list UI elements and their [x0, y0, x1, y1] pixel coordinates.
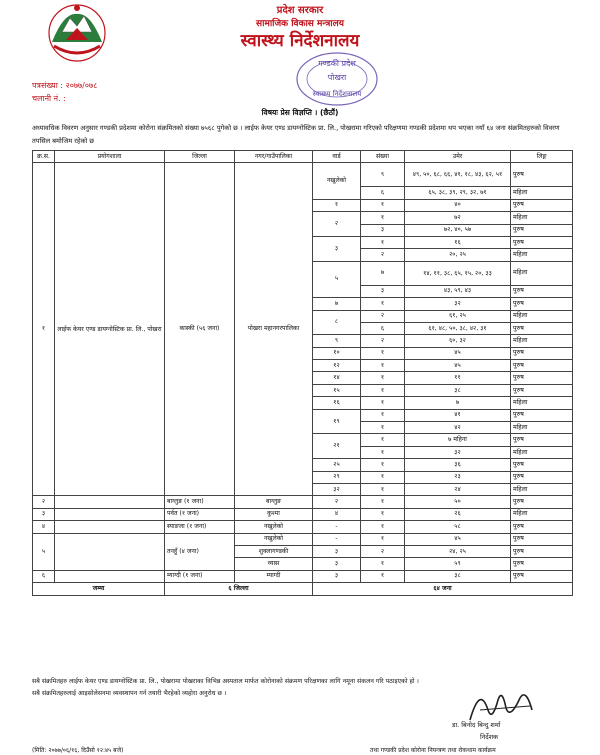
- table-cell: पुरुष: [511, 199, 573, 211]
- table-cell: १: [361, 397, 405, 409]
- table-cell: १६: [313, 397, 361, 409]
- table-cell: १: [361, 533, 405, 545]
- table-cell: ४५: [405, 360, 511, 372]
- table-cell: ६०, ३२: [405, 335, 511, 347]
- table-cell: ५९: [405, 558, 511, 570]
- table-cell: महिला: [511, 249, 573, 261]
- table-cell: ६४ जना: [313, 583, 573, 595]
- table-cell: १: [361, 496, 405, 508]
- table-cell: ४५: [405, 533, 511, 545]
- table-cell: ५०: [405, 496, 511, 508]
- table-cell: महिला: [511, 508, 573, 520]
- table-cell: पुरुष: [511, 372, 573, 384]
- table-cell: कास्की (५६ जना): [165, 163, 235, 496]
- table-cell: ५: [33, 533, 55, 570]
- table-cell: १: [361, 212, 405, 224]
- dispatch-number: चलानी नं. :: [32, 94, 66, 103]
- table-cell: ६१, ४८, ५०, ३८, ४२, ३१: [405, 322, 511, 334]
- table-cell: पर्वत (१ जना): [165, 508, 235, 520]
- table-row: [33, 570, 573, 582]
- table-cell: ६: [361, 187, 405, 199]
- column-header: प्रयोगशाला: [55, 151, 165, 163]
- table-cell: [55, 533, 165, 570]
- table-cell: ९: [313, 335, 361, 347]
- table-cell: पुरुष: [511, 224, 573, 236]
- table-cell: ४: [33, 521, 55, 533]
- table-cell: ३२: [405, 446, 511, 458]
- table-cell: २: [361, 335, 405, 347]
- table-cell: ६: [361, 322, 405, 334]
- table-cell: पुरुष: [511, 434, 573, 446]
- table-cell: १६: [405, 236, 511, 248]
- table-cell: १: [361, 508, 405, 520]
- table-cell: [55, 508, 165, 520]
- table-cell: १: [361, 521, 405, 533]
- table-cell: ६१, २५: [405, 310, 511, 322]
- table-row: [33, 508, 573, 520]
- table-cell: ५८: [405, 521, 511, 533]
- total-row: [33, 583, 573, 595]
- table-header-row: [33, 151, 573, 163]
- column-header: क्र.स.: [33, 151, 55, 163]
- table-cell: ४२: [405, 422, 511, 434]
- table-cell: तनहुँ (४ जना): [165, 533, 235, 570]
- table-cell: १: [361, 459, 405, 471]
- letterhead: [0, 0, 600, 120]
- table-cell: ४९, ५०, ६८, ६६, ४१, १८, ४३, ६२, ५१: [405, 163, 511, 187]
- table-cell: ७२: [405, 212, 511, 224]
- table-cell: महिला: [511, 335, 573, 347]
- table-cell: १: [361, 384, 405, 396]
- table-cell: ३६: [405, 459, 511, 471]
- table-cell: ४०: [405, 199, 511, 211]
- letter-number: पत्रसंख्या : २०७७/०७८: [32, 81, 98, 90]
- table-cell: १: [361, 570, 405, 582]
- table-cell: २३: [405, 471, 511, 483]
- table-cell: कुश्मा: [235, 508, 313, 520]
- table-cell: पुरुष: [511, 285, 573, 297]
- table-cell: पुरुष: [511, 459, 573, 471]
- table-cell: २१: [313, 434, 361, 459]
- table-cell: ८: [313, 310, 361, 335]
- table-cell: १९: [313, 409, 361, 434]
- table-cell: बाग्लुङ (१ जना): [165, 496, 235, 508]
- table-cell: पोखरा महानगरपालिका: [235, 163, 313, 496]
- table-cell: स्याङजा (१ जना): [165, 521, 235, 533]
- table-cell: पुरुष: [511, 347, 573, 359]
- table-cell: लाईफ केयर एण्ड डायग्नोस्टिक प्रा. लि., पोखरा: [55, 163, 165, 496]
- table-cell: महिला: [511, 187, 573, 199]
- header-ministry: सामाजिक विकास मन्त्रालय: [256, 19, 344, 29]
- table-cell: पुरुष: [511, 322, 573, 334]
- table-cell: नखुलेको: [313, 163, 361, 199]
- table-cell: १४, ११, ३८, ६५, १५, २०, ३३: [405, 261, 511, 285]
- table-cell: पुरुष: [511, 496, 573, 508]
- table-cell: ५: [313, 261, 361, 297]
- table-cell: महिला: [511, 310, 573, 322]
- table-cell: १: [33, 163, 55, 496]
- signer-name: डा. बिनोद बिन्दु शर्मा: [452, 721, 501, 729]
- table-cell: ३: [361, 285, 405, 297]
- table-cell: ३२: [405, 298, 511, 310]
- table-cell: पुरुष: [511, 533, 573, 545]
- subject-line: विषयः प्रेस विज्ञप्ति । (छैठौं): [261, 108, 339, 117]
- table-cell: -: [313, 533, 361, 545]
- press-date: (मिति: २०७७/०६/१६, दिउँसो १२:४५ बजे): [32, 747, 124, 754]
- table-cell: पुरुष: [511, 298, 573, 310]
- footer-note-1: सबै संक्रमितहरु लाईफ केयर एण्ड डायग्नोस्टिक प्रा. लि., पोखरामा पोखराका विभिन्न अस्पताल मार्फत कोरोनाको संक्रमण परिक्षणका लागि नमूना संकलन गरि पठाइएको हो ।: [32, 678, 419, 685]
- table-cell: शुक्लागण्डकी: [235, 545, 313, 557]
- table-cell: १: [361, 236, 405, 248]
- table-cell: ४: [313, 508, 361, 520]
- stamp-text-1: गण्डकी प्रदेश: [318, 59, 356, 68]
- table-cell: ३: [313, 570, 361, 582]
- table-cell: ३: [361, 224, 405, 236]
- table-cell: ३८: [405, 384, 511, 396]
- table-row: [33, 521, 573, 533]
- table-cell: १: [361, 483, 405, 495]
- table-cell: ६: [33, 570, 55, 582]
- column-header: संख्या: [361, 151, 405, 163]
- office-stamp: [287, 44, 387, 114]
- table-cell: ११: [405, 372, 511, 384]
- table-cell: पुरुष: [511, 545, 573, 557]
- intro-paragraph: अध्यावधिक विवरण अनुसार गण्डकी प्रदेशमा कोरोना संक्रमितको संख्या ७५६८ पुगेको छ । लाईफ केयर एण्ड डायग्नोस्टिक प्रा. लि., पोखरामा गरिएको परिक्षणमा गण्डकी प्रदेशमा थप भएका नयाँ ६४ जना संक्रमितहरुको विवरण तपसिल बमोजिम रहेको छ: [32, 124, 560, 145]
- table-cell: नखुलेको: [235, 533, 313, 545]
- bottom-right-note: तथा गण्डकी प्रदेश कोरोना नियन्त्रण तथा रोकथाम कार्यक्रम: [370, 747, 496, 754]
- table-cell: पुरुष: [511, 384, 573, 396]
- table-cell: २: [361, 310, 405, 322]
- table-cell: ३: [313, 545, 361, 557]
- table-cell: १: [361, 422, 405, 434]
- table-cell: महिला: [511, 422, 573, 434]
- table-cell: २: [33, 496, 55, 508]
- table-cell: १: [361, 360, 405, 372]
- table-cell: ३२: [313, 483, 361, 495]
- table-cell: म्याग्दी: [235, 570, 313, 582]
- table-cell: ३८: [405, 570, 511, 582]
- signer-title: निर्देशक: [480, 733, 499, 741]
- table-cell: १०: [313, 347, 361, 359]
- table-cell: पुरुष: [511, 409, 573, 421]
- table-cell: -: [313, 521, 361, 533]
- table-cell: महिला: [511, 483, 573, 495]
- table-cell: पुरुष: [511, 558, 573, 570]
- table-cell: १: [361, 199, 405, 211]
- table-cell: [55, 496, 165, 508]
- header-directorate: स्वास्थ्य निर्देशनालय: [240, 31, 360, 51]
- table-cell: ९: [361, 163, 405, 187]
- table-cell: [55, 570, 165, 582]
- table-cell: २४: [405, 483, 511, 495]
- column-header: लिङ्ग: [511, 151, 573, 163]
- table-cell: १: [361, 434, 405, 446]
- table-cell: पुरुष: [511, 360, 573, 372]
- table-cell: २०, २५: [405, 249, 511, 261]
- table-cell: बाग्लुङ: [235, 496, 313, 508]
- table-cell: १४: [313, 372, 361, 384]
- table-cell: पुरुष: [511, 471, 573, 483]
- column-header: नगर/गाउँपालिका: [235, 151, 313, 163]
- table-cell: ७: [405, 397, 511, 409]
- table-cell: २: [361, 545, 405, 557]
- table-cell: महिला: [511, 397, 573, 409]
- table-cell: १२: [313, 360, 361, 372]
- table-cell: ७: [313, 298, 361, 310]
- table-cell: पुरुष: [511, 521, 573, 533]
- table-cell: २५: [313, 459, 361, 471]
- table-cell: १: [361, 298, 405, 310]
- column-header: जिल्ला: [165, 151, 235, 163]
- table-cell: महिला: [511, 446, 573, 458]
- table-cell: १: [313, 199, 361, 211]
- table-cell: ७ महिना: [405, 434, 511, 446]
- table-cell: महिला: [511, 261, 573, 285]
- table-cell: ३: [313, 236, 361, 261]
- table-cell: २: [313, 496, 361, 508]
- table-cell: [55, 521, 165, 533]
- table-cell: व्यास: [235, 558, 313, 570]
- table-cell: ७: [361, 261, 405, 285]
- column-header: उमेर: [405, 151, 511, 163]
- table-cell: पुरुष: [511, 163, 573, 187]
- table-cell: २४, २५: [405, 545, 511, 557]
- table-cell: जम्मा: [33, 583, 165, 595]
- table-cell: पुरुष: [511, 236, 573, 248]
- table-row: [33, 533, 573, 545]
- table-cell: नखुलेको: [235, 521, 313, 533]
- table-cell: २९: [313, 471, 361, 483]
- table-cell: २६: [405, 508, 511, 520]
- table-cell: म्याग्दी (१ जना): [165, 570, 235, 582]
- column-header: वार्ड: [313, 151, 361, 163]
- table-cell: ४१: [405, 409, 511, 421]
- table-cell: ६५, ३८, ३९, २९, ३२, ७१: [405, 187, 511, 199]
- stamp-text-3: पोखरा: [327, 73, 347, 82]
- table-cell: ३: [313, 558, 361, 570]
- table-cell: १: [361, 471, 405, 483]
- table-cell: २: [313, 212, 361, 237]
- table-cell: १: [361, 558, 405, 570]
- table-cell: ४३, ५९, ४३: [405, 285, 511, 297]
- table-cell: ३: [33, 508, 55, 520]
- table-cell: ७२, ४०, ५७: [405, 224, 511, 236]
- table-cell: पुरुष: [511, 570, 573, 582]
- table-cell: १: [361, 409, 405, 421]
- table-row: [33, 163, 573, 187]
- table-cell: महिला: [511, 212, 573, 224]
- header-government: प्रदेश सरकार: [276, 5, 324, 16]
- table-cell: ६ जिल्ला: [165, 583, 313, 595]
- footer-note-2: सबै संक्रमितहरुलाई आइसोलेसनमा व्यवस्थापन गर्न तयारी भैरहेको व्यहोरा अनुरोध छ ।: [32, 690, 227, 697]
- table-cell: ४५: [405, 347, 511, 359]
- table-cell: १: [361, 347, 405, 359]
- table-row: [33, 496, 573, 508]
- table-cell: २: [361, 249, 405, 261]
- cases-table: [32, 150, 573, 596]
- table-cell: १: [361, 446, 405, 458]
- table-cell: १५: [313, 384, 361, 396]
- stamp-text-2: स्वास्थ्य निर्देशनालय: [312, 90, 362, 98]
- table-cell: १: [361, 372, 405, 384]
